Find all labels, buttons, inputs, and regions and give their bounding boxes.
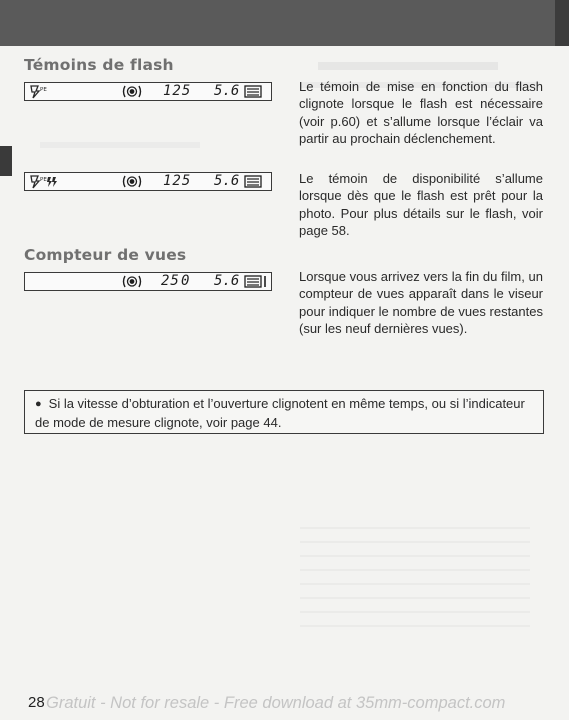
shutter-speed-readout: 125 — [163, 173, 192, 189]
show-through-bleed — [300, 515, 530, 635]
metering-mode-icon — [121, 84, 143, 99]
aperture-readout: 5.6 — [214, 273, 240, 289]
flash-ready-description: Le témoin de disponibilité s’allume lorsque dès que le flash est prêt pour la photo. Pour plus détails sur le flash, voir page 58. — [299, 171, 543, 239]
page-edge-tab — [0, 146, 12, 176]
aperture-readout: 5.6 — [214, 173, 240, 189]
show-through-bleed — [318, 62, 498, 70]
film-cassette-icon — [243, 174, 263, 189]
frame-counter-heading: Compteur de vues — [24, 246, 187, 264]
note-box — [24, 390, 544, 434]
frame-count-suffix: 0 — [181, 273, 191, 289]
metering-mode-icon — [121, 274, 143, 289]
film-cassette-icon — [243, 84, 263, 99]
flash-on-icon — [29, 84, 51, 99]
flash-ready-icon — [29, 174, 57, 189]
viewfinder-panel-flash-ready — [24, 172, 272, 191]
page-top-edge — [555, 0, 569, 46]
page-top-band — [0, 0, 569, 46]
film-cassette-icon — [243, 274, 269, 289]
flash-on-description: Le témoin de mise en fonction du flash clignote lorsque le flash est nécessaire (voir p.60) et s’allume lorsque l’éclair va partir au prochain déclenchement. — [299, 79, 543, 147]
svg-text:PE: PE — [40, 177, 47, 183]
show-through-bleed — [40, 142, 200, 148]
metering-mode-icon — [121, 174, 143, 189]
note-text-line — [35, 395, 533, 432]
page-number: 28 — [28, 694, 45, 711]
flash-indicators-heading: Témoins de flash — [24, 56, 174, 74]
note-text: Si la vitesse d’obturation et l’ouverture clignotent en même temps, ou si l’indicateur de mode de mesure clignote, voir page 44. — [35, 396, 525, 430]
shutter-speed-readout: 125 — [163, 83, 192, 99]
bullet-icon: ● — [35, 398, 42, 410]
frame-count-readout: 25 — [161, 273, 180, 289]
aperture-readout: 5.6 — [214, 83, 240, 99]
frame-counter-description: Lorsque vous arrivez vers la fin du film, un compteur de vues apparaît dans le viseur pour indiquer le nombre de vues restantes (sur les neuf dernières vues). — [299, 269, 543, 337]
footer-watermark: Gratuit - Not for resale - Free download at 35mm-compact.com — [46, 694, 506, 712]
viewfinder-panel-flash-on — [24, 82, 272, 101]
svg-text:PE: PE — [40, 87, 47, 93]
viewfinder-panel-frame-counter — [24, 272, 272, 291]
